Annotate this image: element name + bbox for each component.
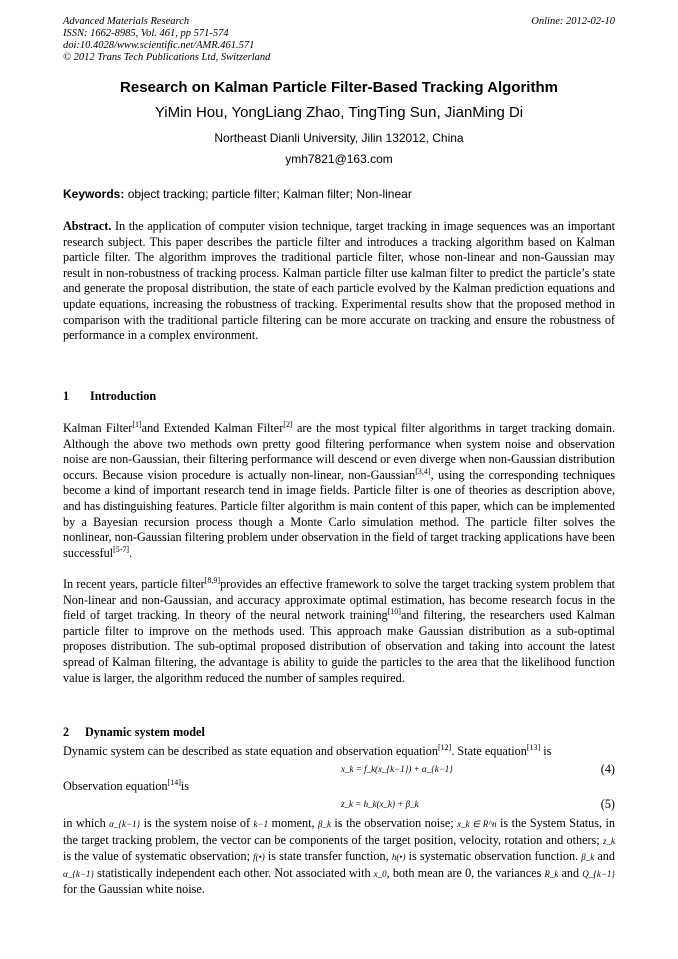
math-var: β_k: [581, 852, 595, 863]
equation-4-number: (4): [600, 762, 615, 776]
math-var: Q_{k−1}: [582, 868, 615, 879]
math-var: β_k: [317, 819, 331, 829]
issn-line: ISSN: 1662-8985, Vol. 461, pp 571-574: [63, 28, 229, 39]
text-run: and Extended Kalman Filter: [141, 421, 284, 435]
text-run: , both mean are 0, the variances: [386, 865, 545, 880]
text-run: and: [558, 865, 583, 880]
citation: [3,4]: [415, 466, 431, 476]
section-1-heading: [63, 389, 615, 404]
journal-name: Advanced Materials Research: [63, 16, 190, 27]
text-run: Kalman Filter: [63, 421, 133, 435]
equation-5: [63, 797, 615, 813]
intro-paragraph-1: [63, 421, 615, 561]
text-run: , using the corresponding techniques become a kind of important research tend in image fields. Particle filter is one of theories as description above, and has distinguishing features. Particle filter algorithm is main content of this paper, which can be implemented by a Bayesian recursion process though a Monte Carlo simulation method. The particle filter solves the nonlinear, non-Gaussian filtering problem under observation in the field of target tracking applications have been successful: [63, 467, 615, 560]
citation: [12]: [438, 742, 452, 752]
text-run: and: [594, 849, 615, 864]
citation: [2]: [283, 419, 293, 429]
section-2-heading: [63, 725, 615, 740]
citation: [8,9]: [204, 575, 221, 585]
math-var: k−1: [253, 819, 269, 829]
math-var: h(•): [391, 852, 406, 863]
keywords-label: Keywords:: [63, 187, 125, 201]
text-run: is the system noise of: [140, 816, 254, 830]
math-var: f(•): [253, 852, 265, 863]
abstract: [63, 219, 615, 344]
abstract-label: Abstract.: [63, 219, 112, 233]
text-run: Dynamic system can be described as state equation and observation equation: [63, 744, 438, 758]
text-run: are the most typical filter algorithms in target tracking domain. Although the above two methods own pretty good filtering performance when system noise and observation noise are non-Gaussian, their filtering performance will descend or even diverge when non-Gaussian distribution occurs. Because vision procedure is actually non-linear, non-Gaussian: [63, 421, 615, 482]
section-2-number: 2: [63, 725, 70, 739]
keywords: [63, 187, 615, 201]
citation: [1]: [132, 419, 142, 429]
math-var: α_{k−1}: [63, 868, 94, 879]
doi-line: doi:10.4028/www.scientific.net/AMR.461.571: [63, 40, 255, 51]
text-run: statistically independent each other. Not associated with: [94, 865, 374, 880]
paper-title: Research on Kalman Particle Filter-Based Tracking Algorithm: [120, 79, 558, 96]
math-var: x_k ∈ R^n: [457, 819, 497, 829]
citation: [10]: [387, 607, 401, 617]
abstract-text: In the application of computer vision technique, target tracking in image sequences was an important research subject. This paper describes the particle filter and introduces a tracking algorithm based on Kalman particle filter. The algorithm improves the traditional particle filter, whose non-linear and non-Gaussian may result in non-robustness of tracking process. Kalman particle filter use kalman filter to predict the particle’s state and generate the proposal distribution, the state of each particle evolved by the Kalman prediction equations and update equations, increasing the robustness of tracking. Experimental results show that the proposed method in comparison with the traditional particle filtering can be more accurate on tracking and ensure the robustness of performance in a complex environment.: [63, 219, 615, 343]
text-run: In recent years, particle filter: [63, 577, 205, 591]
affiliation: Northeast Dianli University, Jilin 132012, China: [214, 131, 464, 145]
text-run: in which: [63, 816, 110, 830]
observation-line: [63, 779, 615, 795]
text-run: is: [540, 744, 552, 758]
text-run: moment,: [268, 816, 318, 830]
equation-5-number: (5): [600, 797, 615, 811]
copyright-line: © 2012 Trans Tech Publications Ltd, Switzerland: [63, 52, 271, 63]
math-var: R_k: [544, 868, 559, 879]
author-list: YiMin Hou, YongLiang Zhao, TingTing Sun, JianMing Di: [154, 104, 524, 121]
equation-5-expression: z_k = h_k(x_k) + β_k: [341, 799, 419, 809]
text-run: and filtering, the researchers used Kalman particle filter to improve on the methods used. This approach make Gaussian distribution as a sub-optimal proposes distribution. The sub-optimal proposed distribution of observation and taking into account the latest spread of Kalman filtering, the advantage is ability to guide the particles to the area that the likelihood function value is larger, the algorithm reduced the number of samples required.: [63, 608, 615, 685]
citation: [13]: [526, 742, 541, 752]
text-run: .: [129, 545, 133, 560]
text-run: is: [180, 779, 190, 793]
section-1-title: Introduction: [90, 389, 157, 403]
text-run: is systematic observation function.: [405, 849, 582, 864]
text-run: Observation equation: [63, 779, 168, 793]
text-run: . State equation: [451, 744, 527, 758]
section-2-title: Dynamic system model: [85, 725, 205, 739]
equation-4-expression: x_k = f_k(x_{k−1}) + α_{k−1}: [341, 764, 453, 774]
text-run: for the Gaussian white noise.: [63, 882, 205, 897]
text-run: is the System Status, in the target tracking problem, the vector can be components of the target position, velocity, rotation and others;: [63, 816, 615, 847]
author-email: ymh7821@163.com: [285, 152, 393, 166]
citation: [14]: [167, 777, 181, 787]
online-date: Online: 2012-02-10: [531, 16, 615, 27]
text-run: is the value of systematic observation;: [63, 849, 254, 864]
text-run: is state transfer function,: [264, 849, 392, 864]
text-run: provides an effective framework to solve the target tracking system problem that Non-linear and non-Gaussian, and accuracy approximate optimal estimation, has become research focus in the field of target tracking. In theory of the neural network training: [63, 577, 616, 623]
text-run: is the observation noise;: [330, 816, 458, 830]
model-intro-line: [63, 744, 615, 760]
math-var: x_0: [373, 868, 387, 879]
keywords-text: object tracking; particle filter; Kalman filter; Non-linear: [124, 187, 412, 201]
section-1-number: 1: [63, 389, 70, 403]
equation-4: [63, 762, 615, 778]
model-paragraph: [63, 816, 615, 898]
intro-paragraph-2: [63, 577, 615, 686]
math-var: z_k: [603, 835, 615, 846]
math-var: α_{k−1}: [109, 819, 141, 829]
citation: [5-7]: [113, 544, 130, 554]
journal-header: [63, 16, 615, 64]
